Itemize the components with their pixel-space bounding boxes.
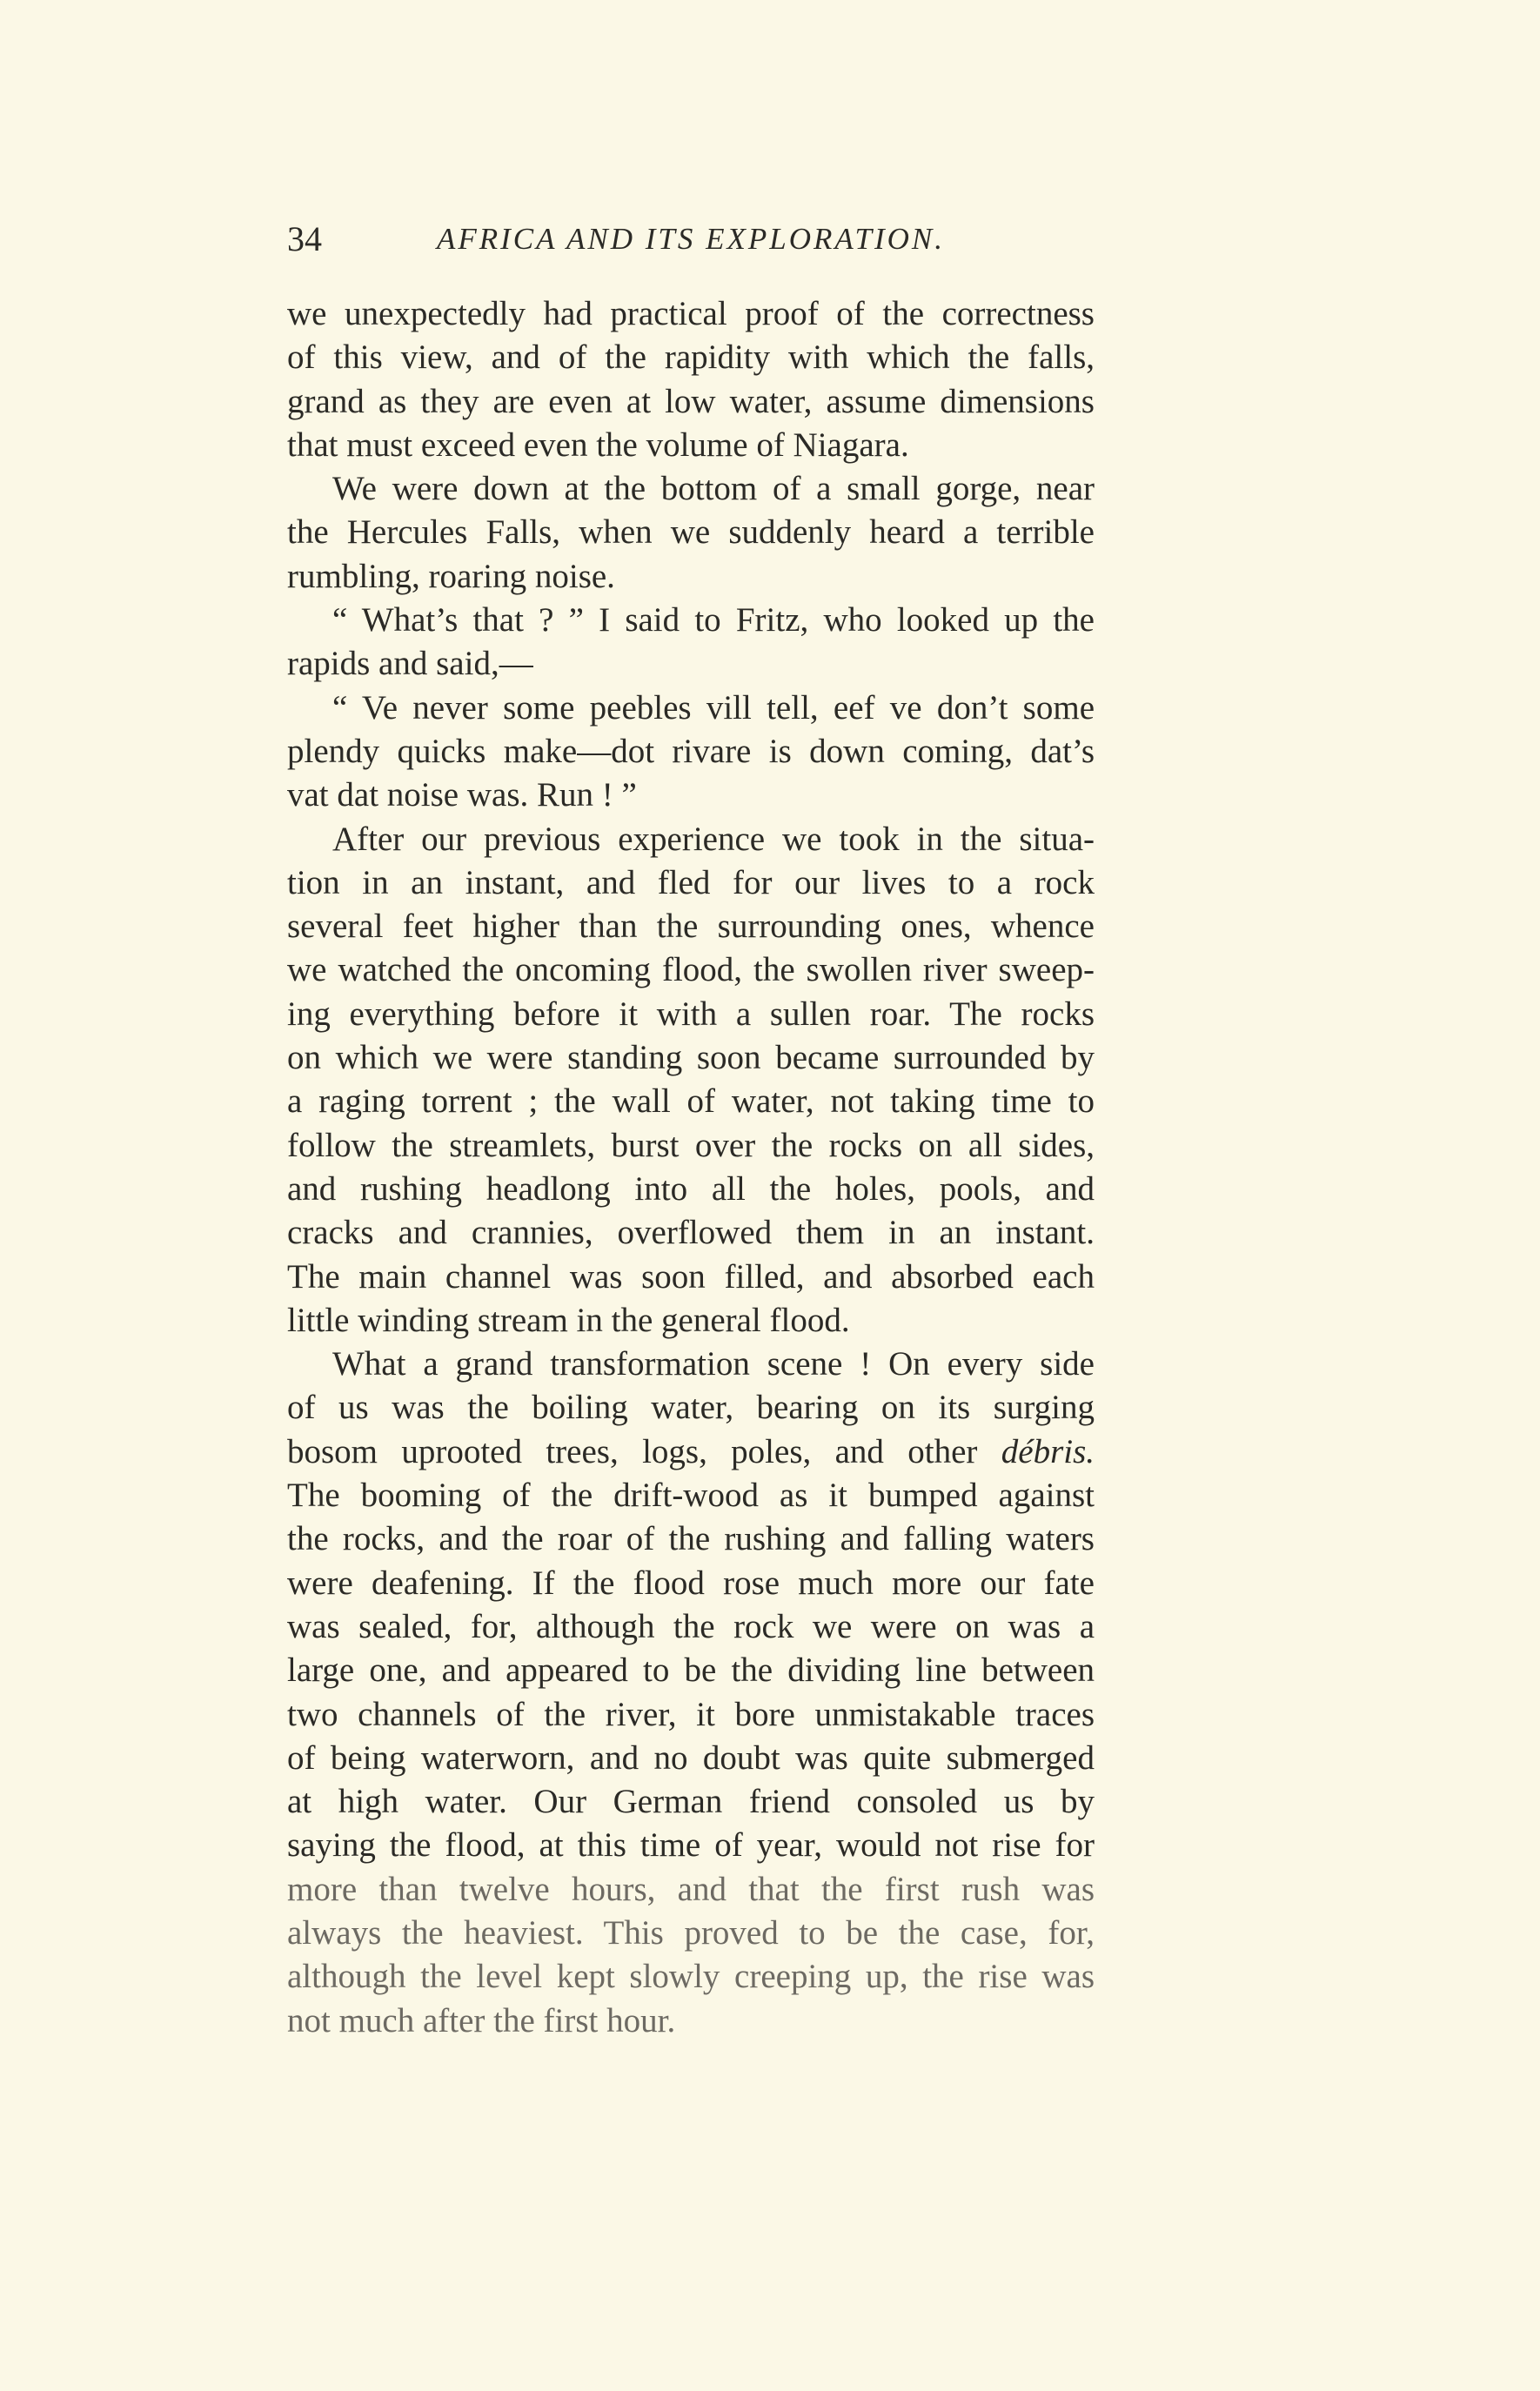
text-line: and rushing headlong into all the holes, pools, and (287, 1169, 1095, 1208)
text-line: follow the streamlets, burst over the rocks on all sides, (287, 1126, 1095, 1164)
text-line: we unexpectedly had practical proof of the correctness (287, 295, 1095, 332)
text-line: the rocks, and the roar of the rushing and falling waters (287, 1520, 1095, 1558)
text-line: at high water. Our German friend consoled us by (287, 1783, 1095, 1821)
text-line (287, 1430, 1095, 1474)
text-line: The main channel was soon filled, and absorbed each (287, 1257, 1095, 1296)
text-line: saying the flood, at this time of year, would not rise for (287, 1826, 1095, 1865)
text-line: although the level kept slowly creeping up, the rise was (287, 1958, 1095, 1996)
text-line: vat dat noise was. Run ! ” (287, 776, 637, 814)
text-line: of this view, and of the rapidity with which the falls, (287, 338, 1095, 377)
text-line: we watched the oncoming flood, the swollen river sweep- (287, 951, 1095, 989)
text-line: that must exceed even the volume of Niagara. (287, 425, 909, 464)
italic-word: débris. (1001, 1432, 1095, 1470)
text-line: little winding stream in the general flood. (287, 1301, 850, 1339)
text-line: After our previous experience we took in the situa- (332, 820, 1095, 858)
text-line: two channels of the river, it bore unmistakable traces (287, 1695, 1095, 1733)
text-line: on which we were standing soon became surrounded by (287, 1039, 1095, 1077)
running-head (287, 218, 1095, 261)
text-line: were deafening. If the flood rose much more our fate (287, 1564, 1095, 1602)
text-line: tion in an instant, and fled for our lives to a rock (287, 863, 1095, 901)
text-line: “ Ve never some peebles vill tell, eef ve don’t some (332, 688, 1095, 727)
text-line: What a grand transformation scene ! On every side (332, 1345, 1095, 1383)
text-line: ing everything before it with a sullen roar. The rocks (287, 995, 1095, 1033)
text-line: rumbling, roaring noise. (287, 557, 615, 595)
text-line: We were down at the bottom of a small gorge, near (332, 470, 1095, 508)
text-line: of being waterworn, and no doubt was quite submerged (287, 1738, 1095, 1777)
text-line: a raging torrent ; the wall of water, not taking time to (287, 1082, 1095, 1121)
text-line: The booming of the drift-wood as it bumped against (287, 1477, 1095, 1515)
text-line-roman: bosom uprooted trees, logs, poles, and other (287, 1432, 978, 1470)
text-line: cracks and crannies, overflowed them in an instant. (287, 1214, 1095, 1252)
text-line: “ What’s that ? ” I said to Fritz, who looked up the (332, 601, 1095, 640)
text-line: grand as they are even at low water, assume dimensions (287, 382, 1095, 420)
text-line: several feet higher than the surrounding ones, whence (287, 908, 1095, 946)
book-title: AFRICA AND ITS EXPLORATION. (437, 222, 945, 256)
text-line: more than twelve hours, and that the first rush was (287, 1870, 1095, 1908)
text-line: of us was the boiling water, bearing on its surging (287, 1389, 1095, 1427)
page-number: 34 (287, 219, 322, 258)
text-line: plendy quicks make—dot rivare is down coming, dat’s (287, 732, 1095, 770)
text-line: not much after the first hour. (287, 2001, 676, 2039)
text-line: always the heaviest. This proved to be the case, for, (287, 1913, 1095, 1952)
text-line: large one, and appeared to be the dividing line between (287, 1651, 1095, 1690)
body-text (287, 292, 1095, 2043)
text-line: rapids and said,— (287, 645, 533, 683)
text-line: the Hercules Falls, when we suddenly heard a terrible (287, 513, 1095, 552)
text-line: was sealed, for, although the rock we were on was a (287, 1607, 1095, 1645)
